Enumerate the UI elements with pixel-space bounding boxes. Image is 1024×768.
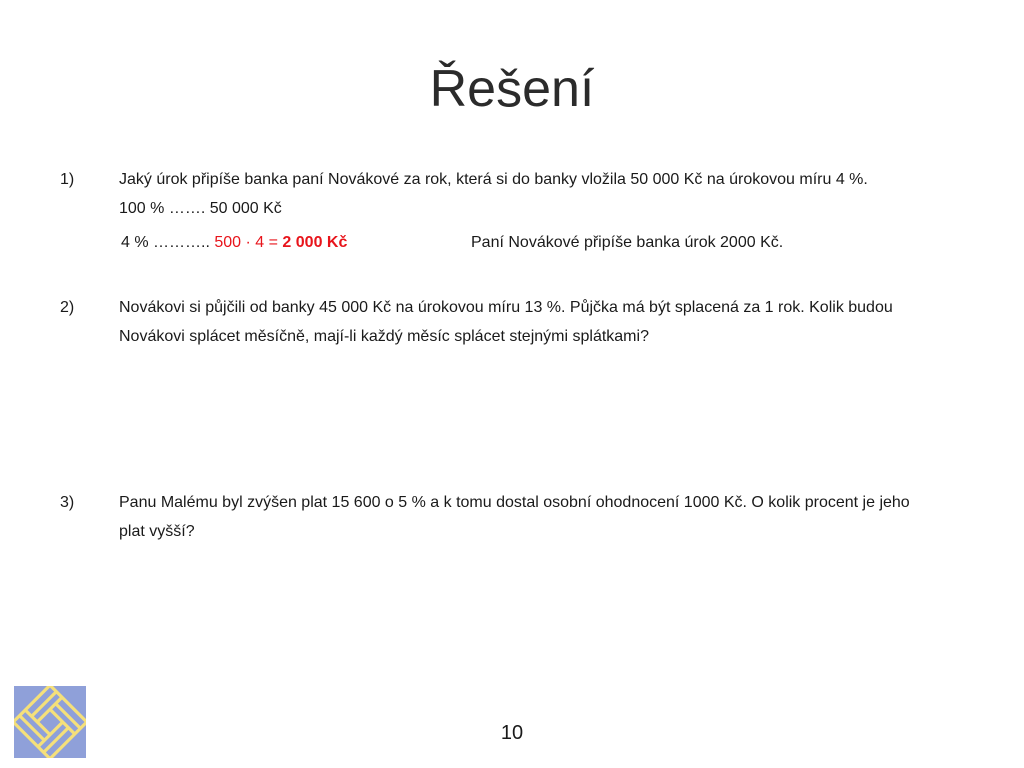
task-1-line-3-prefix: 4 % ……….. <box>121 234 210 251</box>
task-1-answer: Paní Novákové připíše banka úrok 2000 Kč. <box>471 234 784 251</box>
task-3-line-2: plat vyšší? <box>119 523 195 540</box>
task-2-number: 2) <box>60 299 75 316</box>
task-1-line-3 <box>121 233 347 253</box>
task-2-line-2: Novákovi splácet měsíčně, mají-li každý měsíc splácet stejnými splátkami? <box>119 328 649 345</box>
task-1-result: 2 000 Kč <box>282 234 348 251</box>
task-1-number: 1) <box>60 171 75 188</box>
task-1-text: Jaký úrok připíše banka paní Novákové za rok, která si do banky vložila 50 000 Kč na úrokovou míru 4 %. <box>119 171 868 188</box>
page-number: 10 <box>500 722 524 744</box>
task-3-line-1: Panu Malému byl zvýšen plat 15 600 o 5 % a k tomu dostal osobní ohodnocení 1000 Kč. O kolik procent je jeho <box>119 494 910 511</box>
task-1-line-2: 100 % ……. 50 000 Kč <box>119 200 282 217</box>
task-3-number: 3) <box>60 494 75 511</box>
task-2-line-1: Novákovi si půjčili od banky 45 000 Kč na úrokovou míru 13 %. Půjčka má být splacená za 1 rok. Kolik budou <box>119 299 893 316</box>
slide-title: Řešení <box>429 60 595 118</box>
task-1-calculation: 500 · 4 = <box>214 234 278 251</box>
